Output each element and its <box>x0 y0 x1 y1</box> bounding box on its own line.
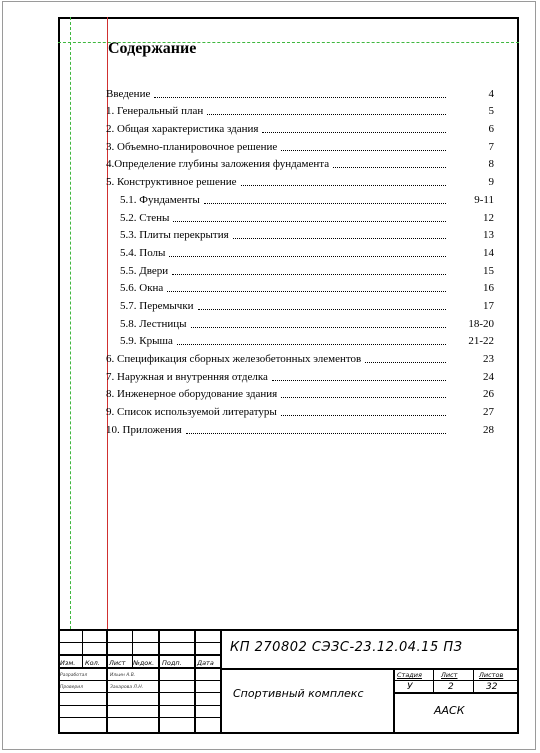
toc-entry-page: 28 <box>483 423 494 436</box>
toc-entry <box>106 189 494 207</box>
toc-leader-dots <box>198 309 446 310</box>
toc-entry <box>106 366 494 384</box>
toc-entry-label: 5.2. Стены <box>120 211 170 224</box>
toc-leader-dots <box>172 274 446 275</box>
toc-leader-dots <box>281 397 446 398</box>
margin-guide-vertical <box>70 17 71 629</box>
toc-leader-dots <box>173 221 446 222</box>
toc-entry <box>106 225 494 243</box>
stage-label: Стадия <box>397 671 422 679</box>
toc-leader-dots <box>333 167 446 168</box>
toc-entry-page: 6 <box>488 123 494 136</box>
person-checker: Захарова Л.Н. <box>110 685 144 690</box>
toc-entry-page: 26 <box>483 388 494 401</box>
toc-entry-label: 8. Инженерное оборудование здания <box>106 388 278 401</box>
toc-entry <box>106 118 494 136</box>
document-code: КП 270802 СЭЗС-23.12.04.15 ПЗ <box>230 640 463 655</box>
toc-leader-dots <box>262 132 446 133</box>
person-developer: Ильин А.В. <box>110 673 136 678</box>
toc-entry-page: 9-11 <box>474 193 494 206</box>
sheets-value: 32 <box>486 682 498 692</box>
stage-value: У <box>407 682 413 692</box>
toc-entry-page: 9 <box>488 176 494 189</box>
toc-leader-dots <box>233 238 446 239</box>
toc-leader-dots <box>281 150 446 151</box>
toc-entry-label: 4.Определение глубины заложения фундамента <box>106 158 330 171</box>
toc-leader-dots <box>177 344 446 345</box>
project-name: Спортивный комплекс <box>233 687 364 700</box>
toc-entry-page: 16 <box>483 282 494 295</box>
toc-entry-page: 4 <box>488 87 494 100</box>
toc-entry <box>106 384 494 402</box>
table-of-contents <box>106 83 494 437</box>
toc-entry <box>106 242 494 260</box>
toc-leader-dots <box>272 380 446 381</box>
sheets-label: Листов <box>479 671 504 679</box>
col-kol: Кол. <box>85 659 100 667</box>
toc-leader-dots <box>169 256 446 257</box>
toc-entry-label: 6. Спецификация сборных железобетонных элементов <box>106 353 362 365</box>
toc-entry-label: 10. Приложения <box>106 423 182 436</box>
toc-entry-label: 5.3. Плиты перекрытия <box>120 229 229 242</box>
toc-entry <box>106 101 494 119</box>
col-izm: Изм. <box>60 659 76 667</box>
toc-entry-label: 3. Объемно-планировочное решение <box>106 140 278 153</box>
toc-leader-dots <box>167 291 446 292</box>
toc-entry-page: 7 <box>488 140 494 153</box>
toc-entry-label: 5.4. Полы <box>120 246 166 259</box>
toc-leader-dots <box>281 415 446 416</box>
toc-leader-dots <box>186 433 446 434</box>
toc-entry <box>106 154 494 172</box>
toc-entry-label: 7. Наружная и внутренняя отделка <box>106 370 268 383</box>
col-podp: Подп. <box>162 659 182 667</box>
toc-entry-page: 13 <box>483 229 494 242</box>
toc-entry-label: 1. Генеральный план <box>106 105 204 118</box>
toc-entry-page: 12 <box>483 211 494 224</box>
toc-entry <box>106 136 494 154</box>
toc-entry-page: 24 <box>483 370 494 383</box>
toc-leader-dots <box>204 203 446 204</box>
toc-leader-dots <box>365 362 446 363</box>
toc-entry <box>106 295 494 313</box>
toc-entry-label: 5.5. Двери <box>120 264 169 277</box>
toc-entry <box>106 207 494 225</box>
toc-entry <box>106 348 494 366</box>
toc-entry <box>106 171 494 189</box>
toc-entry-label: 5.1. Фундаменты <box>120 193 200 206</box>
toc-entry <box>106 419 494 437</box>
toc-entry-page: 27 <box>483 406 494 419</box>
role-checker: Проверил <box>60 685 84 690</box>
toc-leader-dots <box>241 185 447 186</box>
toc-entry-label: 5. Конструктивное решение <box>106 176 237 189</box>
sheet-label: Лист <box>441 671 458 679</box>
toc-entry-label: 5.8. Лестницы <box>120 317 187 330</box>
toc-entry <box>106 313 494 331</box>
toc-entry <box>106 331 494 349</box>
toc-leader-dots <box>191 327 446 328</box>
toc-leader-dots <box>207 114 446 115</box>
sheet-value: 2 <box>448 682 454 692</box>
page-title: Содержание <box>108 40 197 57</box>
toc-entry <box>106 401 494 419</box>
toc-entry-label: 5.7. Перемычки <box>120 299 194 312</box>
toc-entry-page: 14 <box>483 246 494 259</box>
col-ndok: №док. <box>133 659 155 667</box>
col-data: Дата <box>197 659 214 667</box>
toc-entry-page: 23 <box>483 353 494 365</box>
toc-entry-label: Введение <box>106 87 151 100</box>
toc-entry <box>106 278 494 296</box>
toc-entry <box>106 260 494 278</box>
toc-leader-dots <box>154 97 446 98</box>
toc-entry-label: 5.6. Окна <box>120 282 164 295</box>
toc-entry-page: 15 <box>483 264 494 277</box>
toc-entry <box>106 83 494 101</box>
toc-entry-label: 9. Список используемой литературы <box>106 406 277 419</box>
toc-entry-page: 21-22 <box>468 335 494 348</box>
toc-entry-label: 5.9. Крыша <box>120 335 173 348</box>
organization: ААСК <box>434 704 465 717</box>
toc-entry-page: 17 <box>483 299 494 312</box>
toc-entry-page: 8 <box>488 158 494 171</box>
title-block <box>58 629 519 734</box>
toc-entry-page: 5 <box>488 105 494 118</box>
toc-entry-page: 18-20 <box>468 317 494 330</box>
col-list: Лист <box>109 659 126 667</box>
role-developer: Разработал <box>60 673 88 678</box>
toc-entry-label: 2. Общая характеристика здания <box>106 123 259 136</box>
